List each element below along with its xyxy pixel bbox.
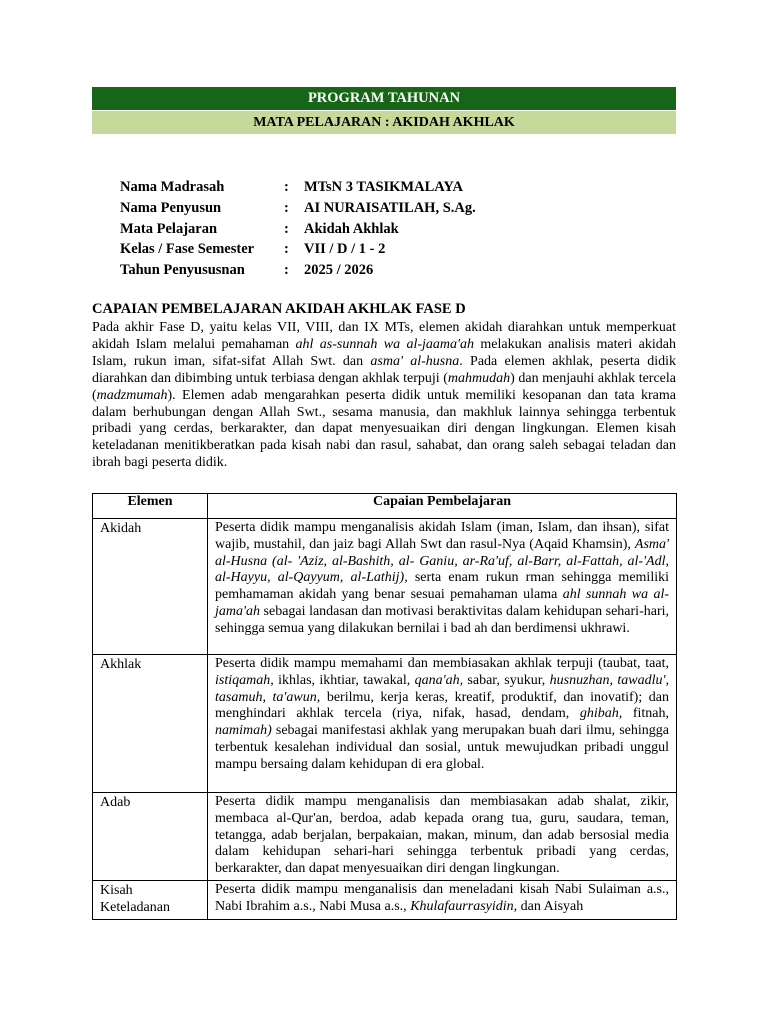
identity-block (120, 177, 476, 281)
header-elemen: Elemen (93, 494, 208, 519)
cell-italic: istiqamah, (215, 672, 274, 688)
info-value: Akidah Akhlak (304, 220, 399, 237)
info-label: Kelas / Fase Semester (120, 241, 255, 258)
info-row-mapel (120, 219, 476, 240)
cell-italic: namimah) (215, 723, 272, 739)
cell-italic: ghibah, (579, 706, 623, 722)
cell-text: Peserta didik mampu menganalisis akidah Islam (iman, Islam, dan ihsan), sifat wajib, mustahil, dan jaiz bagi Allah Swt dan rasul-Nya (Aqaid Khamsin), (215, 520, 669, 552)
intro-italic: ahl as-sunnah wa al-jaama'ah (295, 336, 474, 352)
info-value: 2025 / 2026 (304, 262, 374, 279)
elemen-cell: Adab (93, 793, 208, 881)
info-colon: : (284, 199, 289, 216)
info-value: AI NURAISATILAH, S.Ag. (304, 199, 476, 216)
info-label: Nama Madrasah (120, 179, 225, 195)
elemen-cell: Akhlak (93, 655, 208, 793)
info-colon: : (284, 220, 289, 237)
cell-italic: qana'ah, (414, 672, 464, 688)
info-colon: : (284, 262, 289, 279)
info-row-penyusun (120, 198, 476, 219)
elemen-cell: Akidah (93, 519, 208, 655)
info-label: Nama Penyusun (120, 199, 222, 216)
cell-text: ikhlas, ikhtiar, tawakal, (273, 672, 415, 688)
cell-text: sebagai landasan dan motivasi beraktivitas dalam kehidupan sehari-hari, sehingga semua yang dilakukan bernilai i bad ah dan berdimensi ukhrawi. (215, 603, 669, 636)
info-label: Mata Pelajaran (120, 220, 218, 237)
capaian-cell (208, 519, 677, 655)
capaian-cell (208, 655, 677, 793)
table-row (93, 519, 677, 655)
capaian-cell (208, 793, 677, 881)
table-row (93, 881, 677, 920)
cell-text: sebagai manifestasi akhlak yang merupakan buah dari ilmu, sehingga terbentuk kesalehan individual dan sosial, untuk mewujudkan pribadi unggul mampu bersaing dalam kehidupan di era global. (215, 723, 669, 772)
intro-italic: asma' al-husna (370, 353, 460, 369)
intro-text: ) dan menjauhi akhlak tercela ( (92, 370, 677, 403)
capaian-table (92, 493, 677, 920)
info-colon: : (284, 179, 289, 195)
section-title: CAPAIAN PEMBELAJARAN AKIDAH AKHLAK FASE D (92, 301, 466, 317)
intro-italic: madzmumah (96, 387, 168, 403)
table-header-row (93, 494, 677, 519)
info-label: Tahun Penyususnan (120, 262, 245, 279)
program-title: PROGRAM TAHUNAN (92, 87, 676, 110)
elemen-cell: Kisah Keteladanan (93, 881, 208, 920)
capaian-cell (208, 881, 677, 920)
intro-text: melakukan analisis materi akidah Islam, rukun iman, sifat-sifat Allah Swt. dan (92, 336, 676, 369)
cell-italic: ahl sunnah wa al-jama'ah (215, 587, 669, 619)
intro-text: Pada akhir Fase D, yaitu kelas VII, VIII, dan IX MTs, elemen akidah diarahkan untuk memperkuat akidah Islam melalui pemahaman (92, 320, 676, 352)
header-capaian: Capaian Pembelajaran (208, 494, 677, 519)
cell-text: sabar, syukur, (463, 672, 550, 688)
cell-text: Peserta didik mampu memahami dan membiasakan akhlak terpuji (taubat, taat, (215, 656, 669, 671)
intro-italic: mahmudah (447, 370, 511, 386)
cell-text: Peserta didik mampu menganalisis dan membiasakan adab shalat, zikir, membaca al-Qur'an, berdoa, adab kepada orang tua, guru, saudara, teman, tetangga, adab berjalan, berpakaian, makan, minum, dan adab bersosial media dalam kehidupan sehari-hari sehingga terbentuk pribadi yang cerdas, berkarakter, dan dapat menyesuaikan diri dengan lingkungan. (215, 794, 669, 877)
info-value: MTsN 3 TASIKMALAYA (304, 179, 464, 195)
cell-text: dan Aisyah (517, 898, 584, 914)
info-row-madrasah (120, 177, 476, 198)
cell-text: serta enam rukun rman sehingga memiliki pemhamaman akidah yang benar sesuai pemahaman ulama (215, 570, 669, 603)
info-row-kelas (120, 239, 476, 260)
table-row (93, 793, 677, 881)
cell-text: Peserta didik mampu menganalisis dan meneladani kisah Nabi Sulaiman a.s., Nabi Ibrahim a.s., Nabi Musa a.s., (215, 882, 669, 914)
intro-paragraph (92, 320, 676, 472)
cell-italic: Khulafaurrasyidin, (410, 898, 518, 914)
info-colon: : (284, 241, 289, 258)
cell-italic: Asma' al-Husna (al- 'Aziz, al-Bashith, al- Ganiu, ar-Ra'uf, al-Barr, al-Fattah, al-'Adl, al-Hayyu, al-Qayyum, al-Lathij), (215, 536, 669, 586)
info-value: VII / D / 1 - 2 (304, 241, 386, 258)
info-row-tahun (120, 260, 476, 281)
cell-text: fitnah, (622, 706, 670, 722)
cell-italic: husnuzhan, tawadlu', tasamuh, ta'awun, (215, 672, 669, 705)
table-row (93, 655, 677, 793)
subject-subtitle: MATA PELAJARAN : AKIDAH AKHLAK (92, 111, 676, 134)
intro-text: . Pada elemen akhlak, peserta didik diarahkan dan dibimbing untuk terbiasa dengan akhlak terpuji ( (92, 353, 677, 386)
cell-text: berilmu, kerja keras, kreatif, produktif, dan inovatif); dan menghindari akhlak tercela (riya, nifak, hasad, dendam, (215, 689, 669, 722)
intro-text: ). Elemen adab mengarahkan peserta didik untuk memiliki kesopanan dan tata krama dalam berhubungan dengan Allah Swt., sesama manusia, dan makhluk lainnya sehingga terbentuk pribadi yang cerdas, berkarakter, dan dapat menyesuaikan diri dengan lingkungan. Elemen kisah keteladanan menitikberatkan pada kisah nabi dan rasul, sahabat, dan orang saleh sebagai teladan dan ibrah bagi peserta didik. (92, 387, 676, 471)
